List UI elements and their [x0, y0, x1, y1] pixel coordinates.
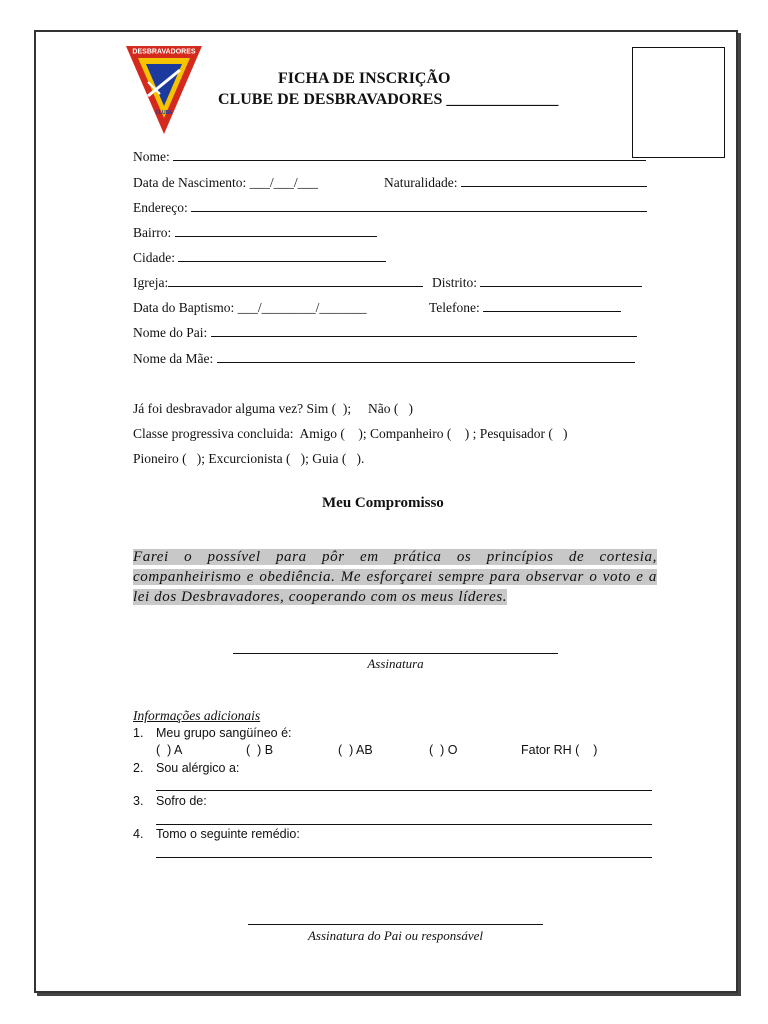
club-name-blank[interactable]: ______________ [446, 91, 559, 108]
item2-number: 2. [133, 761, 144, 775]
input-data-nascimento[interactable]: ___/___/___ [249, 175, 318, 190]
question-classe[interactable]: Classe progressiva concluida: Amigo ( ); Companheiro ( ) ; Pesquisador ( ) [133, 426, 568, 441]
label-distrito: Distrito: [432, 275, 478, 290]
label-igreja: Igreja: [133, 275, 169, 290]
form-title: FICHA DE INSCRIÇÃO [278, 70, 451, 87]
question-classe-cont[interactable]: Pioneiro ( ); Excurcionista ( ); Guia ( ). [133, 451, 365, 466]
input-bairro[interactable] [175, 225, 377, 237]
guardian-signature-label: Assinatura do Pai ou responsável [307, 928, 483, 943]
label-nome: Nome: [133, 149, 170, 164]
label-cidade: Cidade: [133, 250, 175, 265]
item1-label: Meu grupo sangüíneo é: [156, 726, 292, 740]
club-title-text: CLUBE DE DESBRAVADORES [218, 91, 443, 108]
label-nome-pai: Nome do Pai: [133, 325, 208, 340]
blood-b[interactable]: ( ) B [246, 743, 274, 757]
photo-box [632, 47, 725, 158]
field-naturalidade [384, 175, 647, 191]
input-telefone[interactable] [483, 300, 621, 312]
input-nome-pai[interactable] [211, 325, 637, 337]
logo-top-text: DESBRAVADORES [132, 48, 196, 56]
label-naturalidade: Naturalidade: [384, 175, 458, 190]
item4-number: 4. [133, 827, 144, 841]
commitment-text [133, 547, 657, 607]
logo-bottom-text: CLUBE [155, 110, 173, 116]
input-cidade[interactable] [178, 250, 386, 262]
blood-a[interactable]: ( ) A [156, 743, 183, 757]
commitment-text-highlight: Farei o possível para pôr em prática os princípios de cortesia, companheirismo e obediência. Me esforçarei sempre para observar o voto e a lei dos Desbravadores, cooperando com os meus líderes. [133, 549, 657, 605]
label-nome-mae: Nome da Mãe: [133, 351, 214, 366]
item3-label: Sofro de: [156, 794, 207, 808]
blood-o[interactable]: ( ) O [429, 743, 458, 757]
field-telefone [429, 300, 621, 316]
input-nome-mae[interactable] [217, 351, 635, 363]
field-data-nascimento [133, 175, 318, 191]
blood-rh[interactable]: Fator RH ( ) [521, 743, 598, 757]
field-nome-mae [133, 351, 635, 367]
field-data-baptismo [133, 300, 367, 316]
field-cidade [133, 250, 386, 266]
input-igreja[interactable] [168, 275, 423, 287]
input-remedio[interactable] [156, 857, 652, 858]
input-sofro[interactable] [156, 824, 652, 825]
label-bairro: Bairro: [133, 225, 172, 240]
item2-label: Sou alérgico a: [156, 761, 240, 775]
input-distrito[interactable] [480, 275, 642, 287]
club-title [218, 91, 558, 109]
field-nome [133, 149, 646, 165]
question-desbravador[interactable]: Já foi desbravador alguma vez? Sim ( ); Não ( ) [133, 401, 414, 416]
additional-info-title: Informações adicionais [133, 708, 261, 723]
input-alergico[interactable] [156, 790, 652, 791]
desbravadores-logo [124, 44, 204, 136]
label-data-baptismo: Data do Baptismo: [133, 300, 235, 315]
commitment-title: Meu Compromisso [322, 495, 444, 511]
label-endereco: Endereço: [133, 200, 188, 215]
signature-label: Assinatura [367, 656, 424, 671]
item1-number: 1. [133, 726, 144, 740]
guardian-signature-line[interactable] [248, 924, 543, 925]
field-igreja [133, 275, 423, 291]
field-nome-pai [133, 325, 637, 341]
field-bairro [133, 225, 377, 241]
signature-line[interactable] [233, 653, 558, 654]
input-data-baptismo[interactable]: ___/________/_______ [237, 300, 367, 315]
blood-ab[interactable]: ( ) AB [338, 743, 373, 757]
field-endereco [133, 200, 647, 216]
item4-label: Tomo o seguinte remédio: [156, 827, 300, 841]
input-nome[interactable] [173, 149, 646, 161]
label-data-nascimento: Data de Nascimento: [133, 175, 247, 190]
field-distrito [432, 275, 642, 291]
item3-number: 3. [133, 794, 144, 808]
input-naturalidade[interactable] [461, 175, 647, 187]
input-endereco[interactable] [191, 200, 647, 212]
label-telefone: Telefone: [429, 300, 480, 315]
